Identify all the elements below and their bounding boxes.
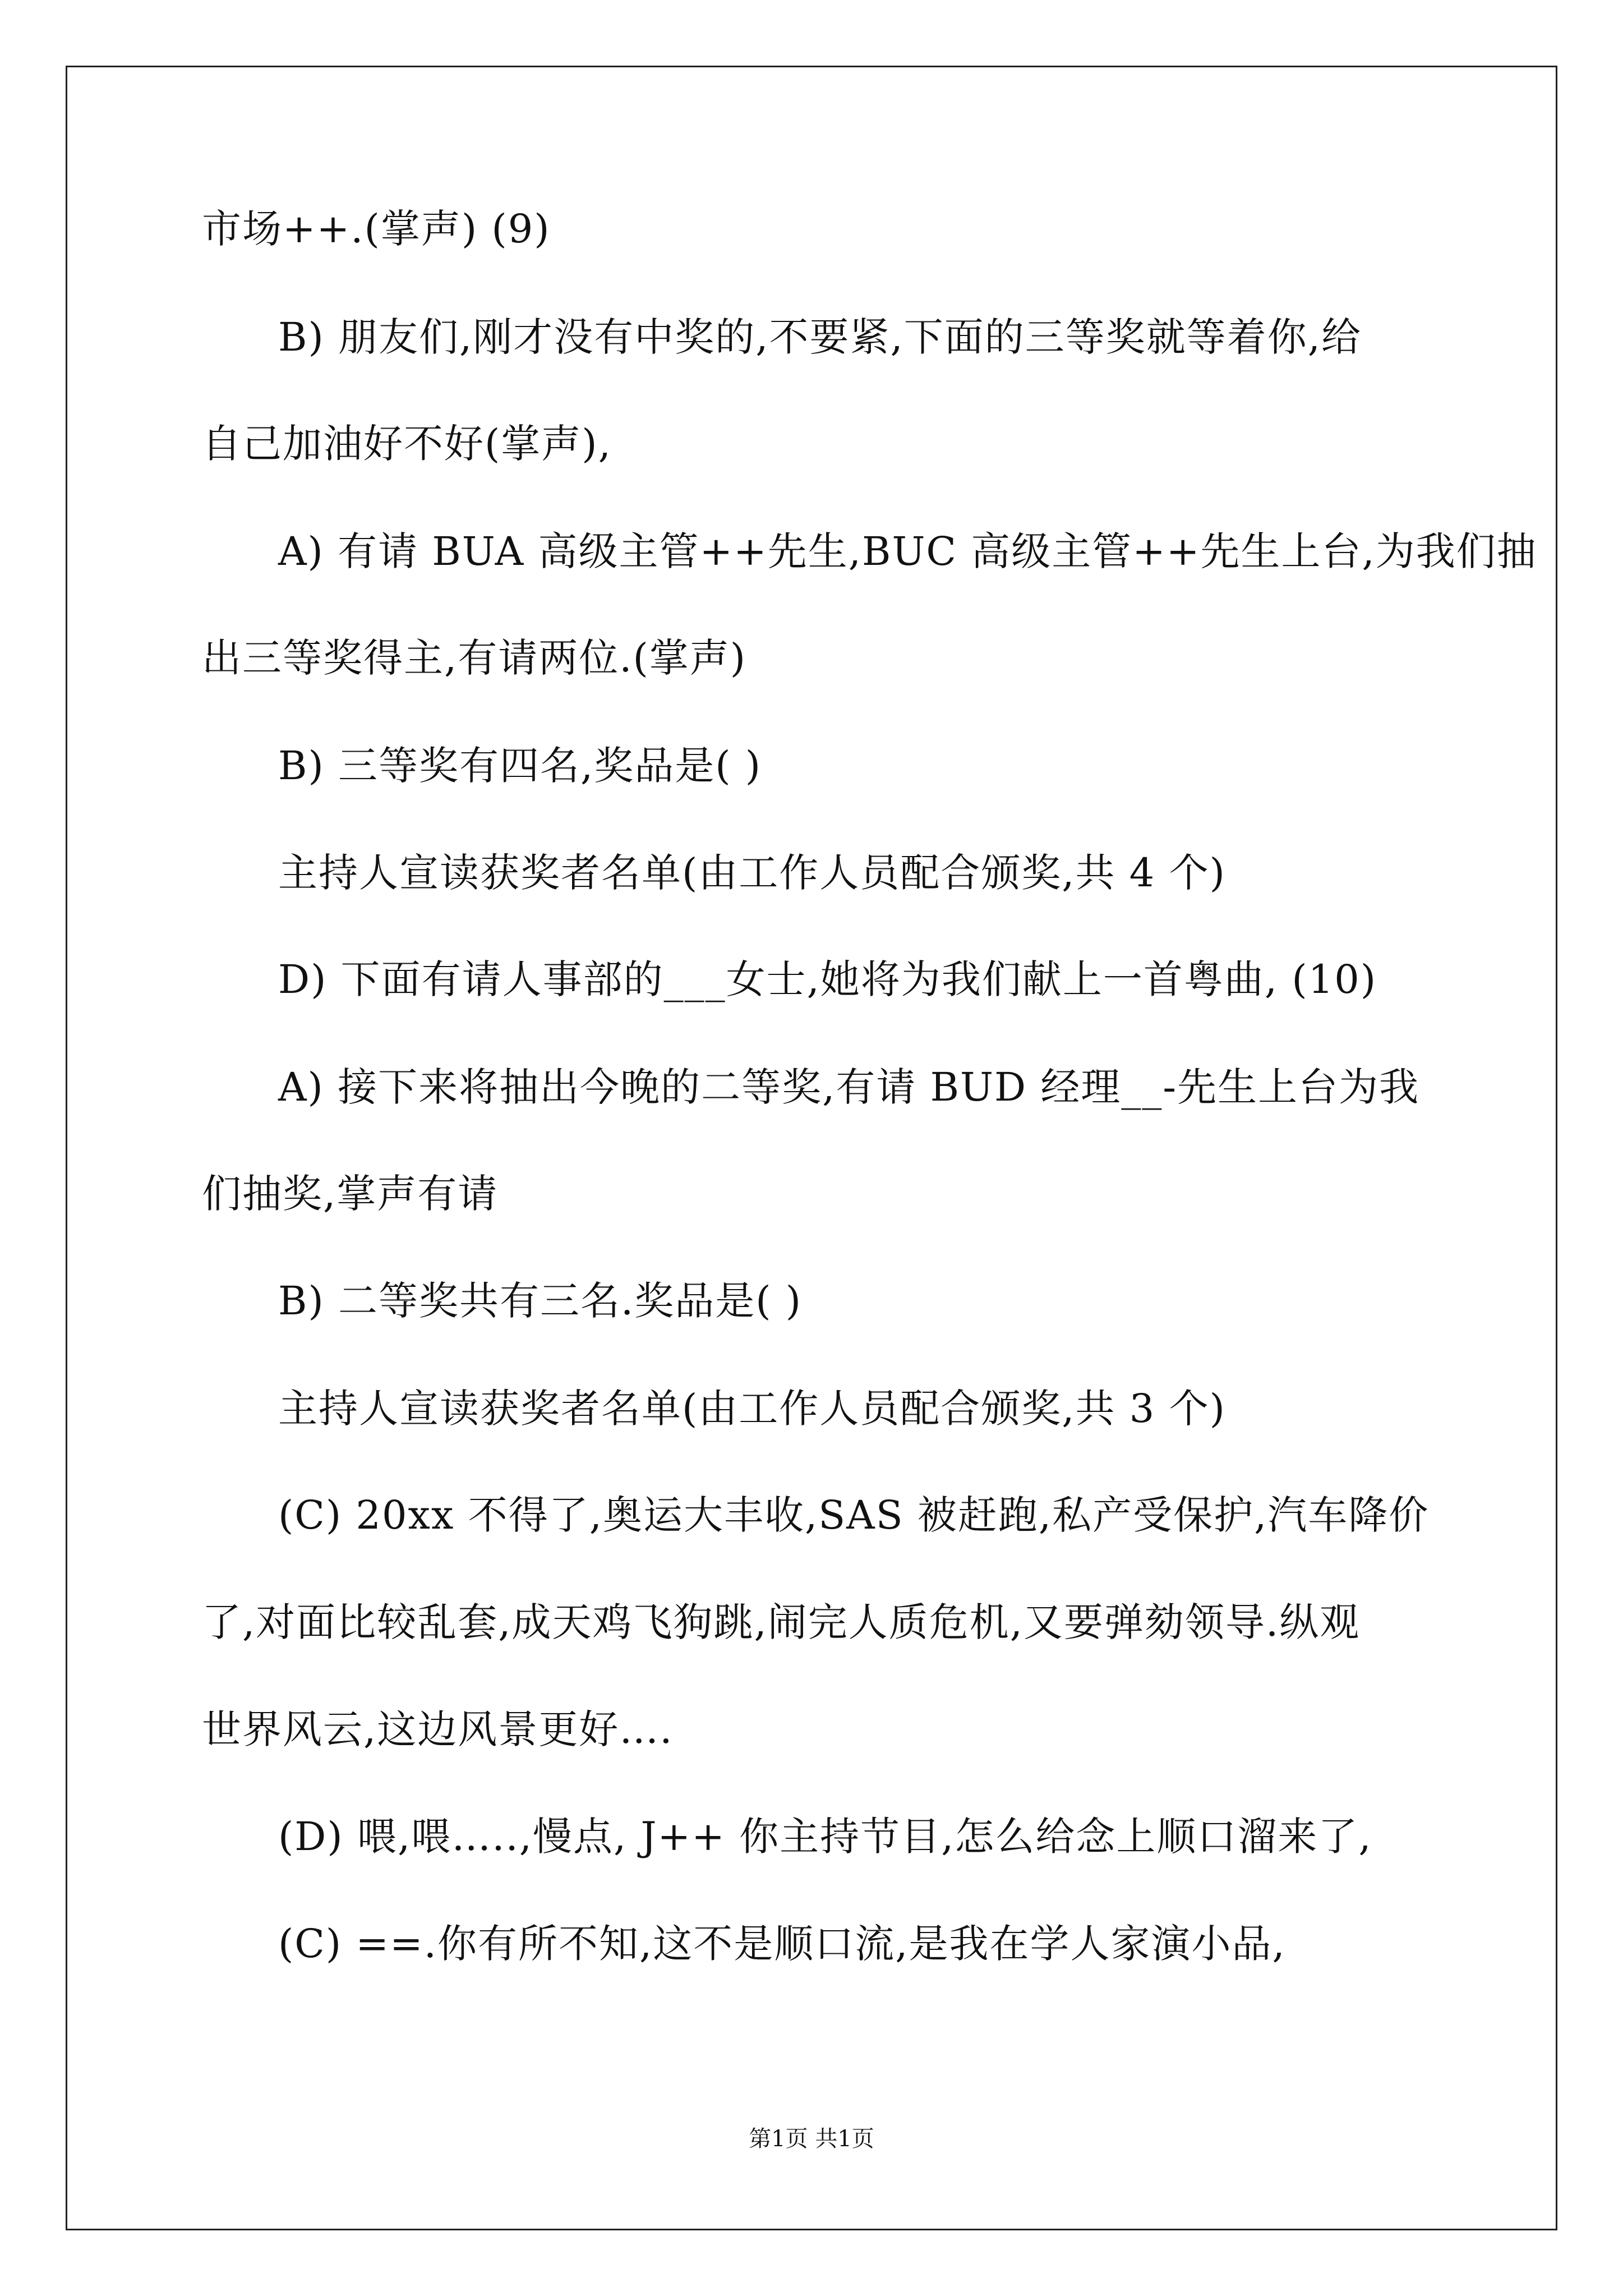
text-line: 们抽奖,掌声有请	[202, 1171, 499, 1217]
text-line: B) 二等奖共有三名.奖品是( )	[278, 1278, 803, 1324]
text-line: 出三等奖得主,有请两位.(掌声)	[202, 635, 747, 681]
text-line: A) 有请 BUA 高级主管++先生,BUC 高级主管++先生上台,为我们抽	[278, 528, 1537, 574]
page-border	[66, 66, 1557, 2230]
text-line: B) 朋友们,刚才没有中奖的,不要紧,下面的三等奖就等着你,给	[278, 314, 1362, 360]
text-line: 主持人宣读获奖者名单(由工作人员配合颁奖,共 4 个)	[278, 850, 1226, 896]
text-line: A) 接下来将抽出今晚的二等奖,有请 BUD 经理__-先生上台为我	[278, 1064, 1420, 1110]
text-line: 自己加油好不好(掌声),	[202, 421, 612, 467]
text-line: B) 三等奖有四名,奖品是( )	[278, 743, 762, 789]
text-line: (C) 20xx 不得了,奥运大丰收,SAS 被赶跑,私产受保护,汽车降价	[278, 1492, 1430, 1538]
page-footer: 第1页 共1页	[749, 2126, 874, 2152]
text-line: 世界风云,这边风景更好….	[202, 1706, 674, 1752]
text-line: 市场++.(掌声) (9)	[202, 206, 551, 252]
text-line: (D) 喂,喂…..,慢点, J++ 你主持节目,怎么给念上顺口溜来了,	[278, 1814, 1372, 1860]
text-line: (C) ==.你有所不知,这不是顺口流,是我在学人家演小品,	[278, 1921, 1286, 1967]
text-line: 了,对面比较乱套,成天鸡飞狗跳,闹完人质危机,又要弹劾领导.纵观	[202, 1599, 1361, 1645]
text-line: 主持人宣读获奖者名单(由工作人员配合颁奖,共 3 个)	[278, 1386, 1226, 1432]
text-line: D) 下面有请人事部的___女士,她将为我们献上一首粤曲, (10)	[278, 956, 1377, 1002]
